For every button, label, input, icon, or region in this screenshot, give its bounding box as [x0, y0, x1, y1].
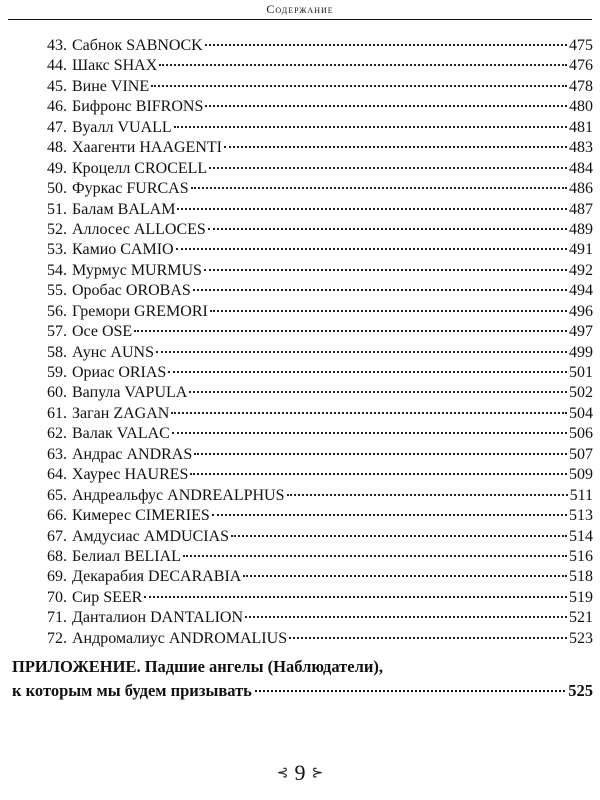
- entry-page: 513: [569, 507, 593, 525]
- toc-entry[interactable]: [47, 629, 593, 649]
- toc-entry[interactable]: [47, 588, 593, 608]
- dot-leader: [183, 555, 567, 557]
- running-head: Содержание: [266, 2, 334, 16]
- entry-number: 57.: [47, 323, 67, 341]
- entry-number: 54.: [47, 261, 67, 279]
- entry-number: 63.: [47, 445, 67, 463]
- entry-number: 56.: [47, 302, 67, 320]
- entry-page: 496: [569, 302, 593, 320]
- entry-title: Декарабия DECARABIA: [72, 568, 242, 586]
- entry-title: Оробас OROBAS: [72, 282, 191, 300]
- entry-title: Кроцелл CROCELL: [72, 159, 208, 177]
- entry-title: Данталион DANTALION: [72, 609, 244, 627]
- entry-number: 58.: [47, 343, 67, 361]
- entry-number: 68.: [47, 547, 67, 565]
- dot-leader: [174, 126, 567, 128]
- entry-title: Аллосес ALLOCES: [72, 220, 206, 238]
- entry-page: 481: [569, 118, 593, 136]
- entry-title: Белиал BELIAL: [72, 547, 181, 565]
- toc-entry[interactable]: [47, 36, 593, 56]
- dot-leader: [209, 167, 567, 169]
- dot-leader: [245, 616, 567, 618]
- entry-page: 492: [569, 261, 593, 279]
- entry-page: 489: [569, 220, 593, 238]
- entry-page: 509: [569, 466, 593, 484]
- dot-leader: [208, 228, 567, 230]
- entry-title: Вуалл VUALL: [72, 118, 172, 136]
- entry-title: Аунс AUNS: [72, 343, 154, 361]
- toc-entry[interactable]: [47, 343, 593, 363]
- table-of-contents: [47, 36, 593, 649]
- toc-entry[interactable]: [47, 97, 593, 117]
- entry-title: Вине VINE: [72, 77, 150, 95]
- dot-leader: [191, 187, 567, 189]
- entry-title: Ориас ORIAS: [72, 364, 167, 381]
- entry-number: 69.: [47, 568, 67, 586]
- dot-leader: [255, 690, 565, 692]
- toc-entry[interactable]: [47, 159, 593, 179]
- entry-number: 62.: [47, 425, 67, 443]
- entry-title: Валак VALAC: [72, 425, 170, 443]
- entry-title: Балам BALAM: [72, 200, 176, 218]
- appendix-entry[interactable]: [12, 655, 593, 703]
- entry-title: Андрас ANDRAS: [72, 445, 193, 463]
- entry-title: Мурмус MURMUS: [72, 261, 202, 279]
- entry-number: 65.: [47, 486, 67, 504]
- entry-page: 480: [569, 98, 593, 116]
- dot-leader: [212, 514, 567, 516]
- ornament-right-icon: ⊱: [311, 765, 324, 781]
- dot-leader: [159, 64, 567, 66]
- entry-page: 491: [569, 241, 593, 259]
- dot-leader: [194, 453, 567, 455]
- entry-page: 486: [569, 180, 593, 198]
- entry-page: 521: [569, 609, 593, 627]
- entry-number: 49.: [47, 159, 67, 177]
- entry-page: 518: [569, 568, 593, 586]
- toc-entry[interactable]: [47, 200, 593, 220]
- dot-leader: [176, 248, 567, 250]
- page-header: [0, 0, 600, 24]
- entry-number: 55.: [47, 282, 67, 300]
- entry-number: 72.: [47, 629, 67, 647]
- entry-page: 506: [569, 425, 593, 443]
- toc-entry[interactable]: [47, 261, 593, 281]
- entry-title: Хаагенти HAAGENTI: [72, 139, 222, 157]
- entry-page: 511: [569, 486, 593, 504]
- toc-entry[interactable]: [47, 486, 593, 506]
- entry-page: 484: [569, 159, 593, 177]
- entry-number: 47.: [47, 118, 67, 136]
- entry-page: 504: [569, 404, 593, 422]
- toc-entry[interactable]: [47, 527, 593, 547]
- dot-leader: [156, 351, 567, 353]
- dot-leader: [151, 85, 567, 87]
- dot-leader: [231, 535, 567, 537]
- entry-number: 44.: [47, 57, 67, 75]
- entry-number: 61.: [47, 404, 67, 422]
- entry-number: 48.: [47, 139, 67, 157]
- dot-leader: [224, 146, 567, 148]
- toc-entry[interactable]: [47, 322, 593, 342]
- dot-leader: [193, 289, 567, 291]
- toc-entry[interactable]: [47, 424, 593, 444]
- entry-title: Кимерес CIMERIES: [72, 507, 210, 525]
- entry-page: 502: [569, 384, 593, 402]
- entry-number: 53.: [47, 241, 67, 259]
- dot-leader: [177, 208, 567, 210]
- page-footer: [0, 760, 600, 786]
- entry-page: 476: [569, 57, 593, 75]
- dot-leader: [172, 432, 567, 434]
- dot-leader: [134, 330, 567, 332]
- toc-entry[interactable]: [47, 77, 593, 97]
- entry-page: 516: [569, 547, 593, 565]
- entry-title: Шакс SHAX: [72, 57, 158, 75]
- entry-page: 478: [569, 77, 593, 95]
- entry-page: 501: [569, 364, 593, 381]
- entry-number: 71.: [47, 609, 67, 627]
- dot-leader: [168, 371, 567, 373]
- entry-title: Сир SEER: [72, 588, 143, 606]
- entry-title: Фуркас FURCAS: [72, 180, 189, 198]
- dot-leader: [189, 391, 567, 393]
- entry-number: 46.: [47, 98, 67, 116]
- page-number: 9: [294, 760, 306, 785]
- entry-title: Амдусиас AMDUCIAS: [72, 527, 230, 545]
- toc-entry[interactable]: [47, 363, 593, 383]
- entry-number: 64.: [47, 466, 67, 484]
- entry-title: Андреальфус ANDREALPHUS: [72, 486, 285, 504]
- toc-entry[interactable]: [47, 465, 593, 485]
- toc-entry[interactable]: [47, 506, 593, 526]
- entry-number: 43.: [47, 37, 67, 54]
- toc-entry[interactable]: [47, 302, 593, 322]
- entry-page: 519: [569, 588, 593, 606]
- entry-title: Бифронс BIFRONS: [72, 98, 204, 116]
- entry-number: 52.: [47, 220, 67, 238]
- entry-number: 59.: [47, 364, 67, 381]
- dot-leader: [243, 575, 567, 577]
- appendix-subtitle: к которым мы будем призывать: [12, 681, 252, 700]
- entry-title: Вапула VAPULA: [72, 384, 188, 402]
- appendix-title: ПРИЛОЖЕНИЕ. Падшие ангелы (Наблюдатели),: [12, 657, 383, 676]
- entry-number: 70.: [47, 588, 67, 606]
- entry-page: 507: [569, 445, 593, 463]
- entry-page: 487: [569, 200, 593, 218]
- entry-number: 50.: [47, 180, 67, 198]
- dot-leader: [205, 105, 567, 107]
- dot-leader: [210, 310, 567, 312]
- toc-entry[interactable]: [47, 179, 593, 199]
- toc-entry[interactable]: [47, 404, 593, 424]
- toc-entry[interactable]: [47, 608, 593, 628]
- entry-number: 45.: [47, 77, 67, 95]
- dot-leader: [204, 269, 567, 271]
- entry-number: 60.: [47, 384, 67, 402]
- toc-entry[interactable]: [47, 383, 593, 403]
- entry-page: 499: [569, 343, 593, 361]
- toc-entry[interactable]: [47, 567, 593, 587]
- dot-leader: [190, 473, 567, 475]
- entry-number: 51.: [47, 200, 67, 218]
- entry-number: 66.: [47, 507, 67, 525]
- entry-title: Сабнок SABNOCK: [72, 37, 203, 54]
- toc-entry[interactable]: [47, 281, 593, 301]
- header-divider: [8, 19, 592, 20]
- entry-title: Заган ZAGAN: [72, 404, 170, 422]
- entry-page: 475: [569, 37, 593, 54]
- entry-title: Гремори GREMORI: [72, 302, 208, 320]
- entry-page: 514: [569, 527, 593, 545]
- toc-entry[interactable]: [47, 240, 593, 260]
- entry-title: Андромалиус ANDROMALIUS: [72, 629, 288, 647]
- dot-leader: [289, 637, 567, 639]
- entry-title: Осе OSE: [72, 323, 133, 341]
- toc-entry[interactable]: [47, 138, 593, 158]
- dot-leader: [205, 44, 567, 46]
- dot-leader: [144, 596, 567, 598]
- entry-page: 494: [569, 282, 593, 300]
- toc-entry[interactable]: [47, 118, 593, 138]
- entry-page: 497: [569, 323, 593, 341]
- toc-entry[interactable]: [47, 56, 593, 76]
- entry-title: Камио CAMIO: [72, 241, 174, 259]
- toc-entry[interactable]: [47, 220, 593, 240]
- ornament-left-icon: ⊰: [276, 765, 289, 781]
- entry-page: 483: [569, 139, 593, 157]
- entry-title: Хаурес HAURES: [72, 466, 189, 484]
- toc-entry[interactable]: [47, 445, 593, 465]
- entry-number: 67.: [47, 527, 67, 545]
- dot-leader: [171, 412, 567, 414]
- appendix-page: 525: [568, 681, 593, 700]
- toc-entry[interactable]: [47, 547, 593, 567]
- dot-leader: [287, 494, 568, 496]
- entry-page: 523: [569, 629, 593, 647]
